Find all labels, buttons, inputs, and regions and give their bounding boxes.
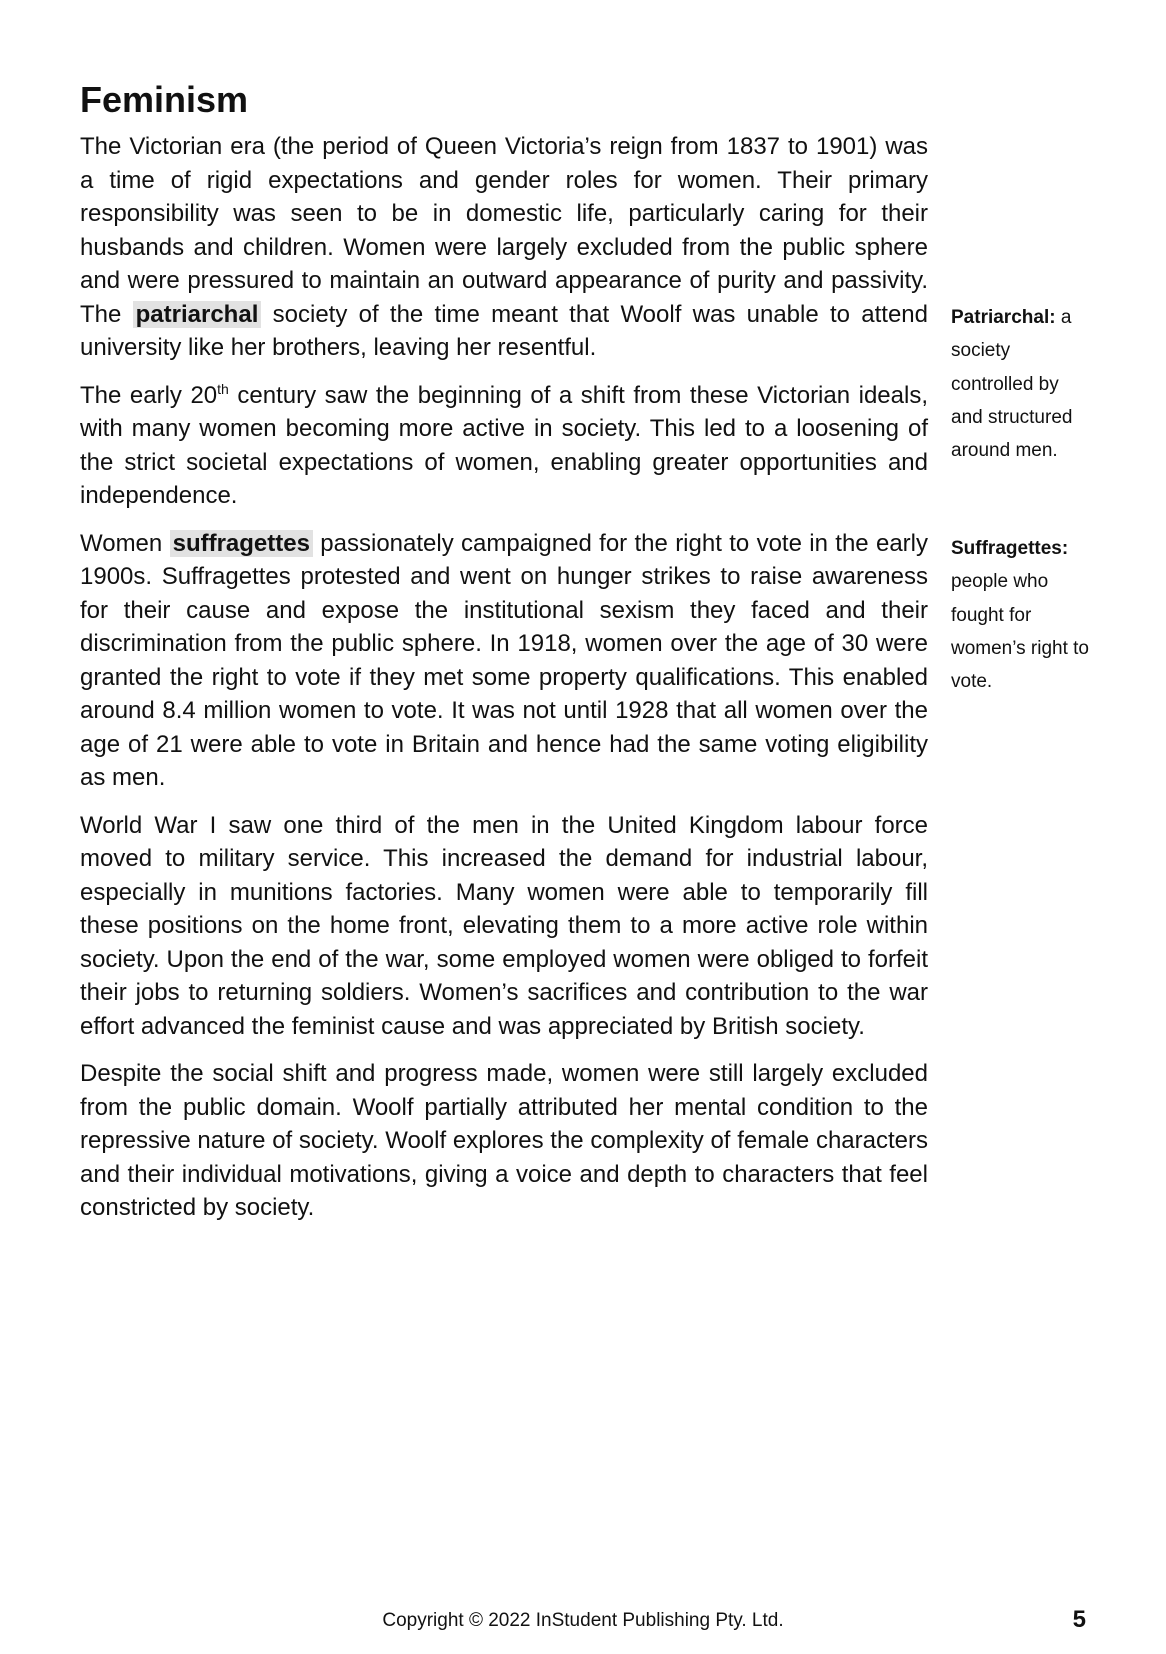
glossary-definition: people who fought for women’s right to vote. <box>951 571 1089 693</box>
paragraph-text: society of the time meant that Woolf was unable to attend university like her brothers, leaving her resentful. <box>80 300 928 361</box>
paragraph-text: The early 20 <box>80 381 218 409</box>
glossary-term: Patriarchal: <box>951 307 1056 328</box>
paragraph-world-war-one: World War I saw one third of the men in the United Kingdom labour force moved to military service. This increased the demand for industrial labour, especially in munitions factories. Many women were able to temporarily fill these positions on the home front, elevating them to a more active role within society. Upon the end of the war, some employed women were obliged to forfeit their jobs to returning soldiers. Women’s sacrifices and contribution to the war effort advanced the feminist cause and was appreciated by British society. <box>80 811 928 1040</box>
main-text-column <box>80 130 928 1239</box>
glossary-definition: a society controlled by and structured around men. <box>951 307 1073 462</box>
paragraph-text: The Victorian era (the period of Queen Victoria’s reign from 1837 to 1901) was a time of rigid expectations and gender roles for women. Their primary responsibility was seen to be in domestic life, particularly caring for their husbands and children. Women were largely excluded from the public sphere and were pressured to maintain an outward appearance of purity and passivity. The <box>80 133 928 328</box>
paragraph-text: Women <box>80 529 170 557</box>
paragraph-victorian-era <box>80 130 928 365</box>
glossary-note-suffragettes <box>951 532 1091 698</box>
glossary-note-patriarchal <box>951 301 1091 467</box>
paragraph-text: century saw the beginning of a shift from these Victorian ideals, with many women becoming more active in society. This led to a loosening of the strict societal expectations of women, enabling greater opportunities and independence. <box>80 381 929 509</box>
paragraph-early-20th-century <box>80 379 928 513</box>
ordinal-superscript: th <box>217 380 229 397</box>
paragraph-despite-social-shift: Despite the social shift and progress made, women were still largely excluded from the public domain. Woolf partially attributed her mental condition to the repressive nature of society. Woolf explores the complexity of female characters and their individual motivations, giving a voice and depth to characters that feel constricted by society. <box>80 1060 928 1221</box>
paragraph-suffragettes <box>80 527 928 795</box>
copyright-footer: Copyright © 2022 InStudent Publishing Pty. Ltd. <box>382 1610 784 1631</box>
page-title: Feminism <box>80 79 249 120</box>
highlighted-term-suffragettes: suffragettes <box>170 530 313 557</box>
glossary-term: Suffragettes: <box>951 538 1069 559</box>
paragraph-text: passionately campaigned for the right to vote in the early 1900s. Suffragettes protested and went on hunger strikes to raise awareness for their cause and expose the institutional sexism they faced and their discrimination from the public sphere. In 1918, women over the age of 30 were granted the right to vote if they met some property qualifications. This enabled around 8.4 million women to vote. It was not until 1928 that all women over the age of 21 were able to vote in Britain and hence had the same voting eligibility as men. <box>80 529 929 791</box>
highlighted-term-patriarchal: patriarchal <box>133 301 262 328</box>
page-number: 5 <box>1072 1606 1086 1633</box>
